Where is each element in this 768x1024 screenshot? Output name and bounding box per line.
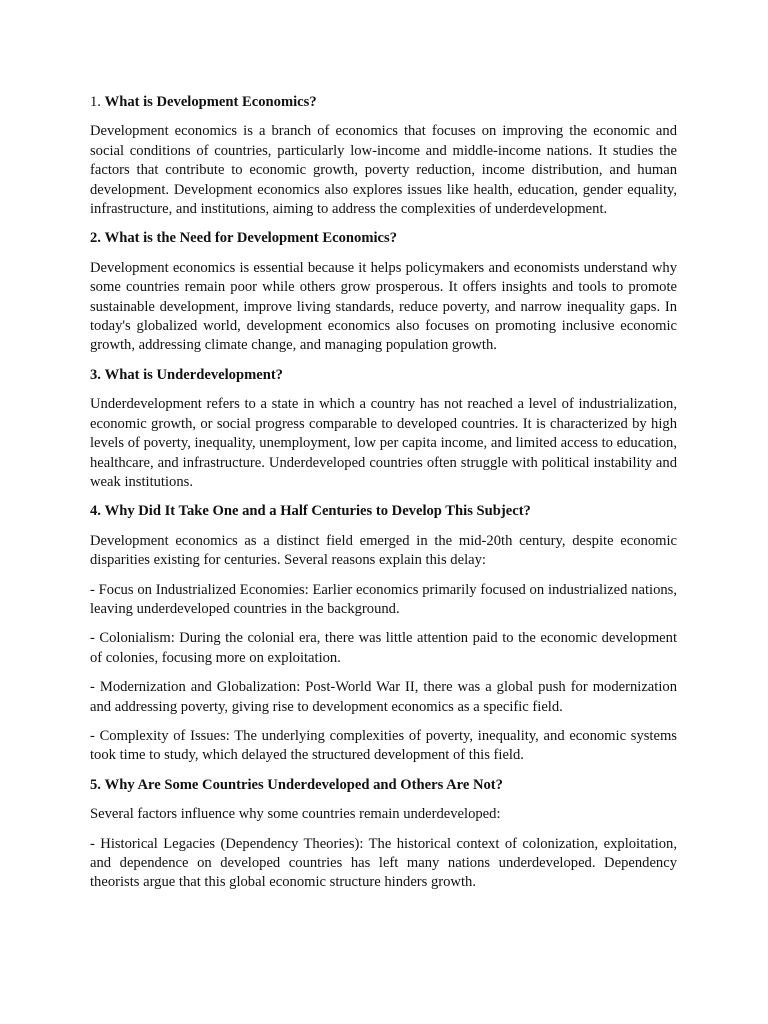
section-heading <box>90 776 677 795</box>
section-heading <box>90 93 677 112</box>
section-paragraph: Several factors influence why some countries remain underdeveloped: <box>90 806 501 823</box>
bullet-paragraph: - Modernization and Globalization: Post-World War II, there was a global push for modernization and addressing poverty, giving rise to development economics as a specific field. <box>90 679 677 715</box>
section-paragraph: Development economics as a distinct field emerged in the mid-20th century, despite economic disparities existing for centuries. Several reasons explain this delay: <box>90 532 677 569</box>
section-title: Why Are Some Countries Underdeveloped and Others Are Not? <box>104 776 503 793</box>
section-paragraph: Underdevelopment refers to a state in which a country has not reached a level of industrialization, economic growth, or social progress comparable to developed countries. It is characterized by high levels of poverty, inequality, unemployment, low per capita income, and limited access to education, healthcare, and infrastructure. Underdeveloped countries often struggle with political instability and weak institutions. <box>90 396 677 490</box>
section-paragraph: Development economics is essential because it helps policymakers and economists understand why some countries remain poor while others grow prosperous. It offers insights and tools to promote sustainable development, improve living standards, reduce poverty, and narrow inequality gaps. In today's globalized world, development economics also focuses on promoting inclusive economic growth, addressing climate change, and managing population growth. <box>90 259 677 354</box>
section-number: 2. <box>90 230 101 247</box>
document-page <box>90 93 677 903</box>
section-heading <box>90 229 677 248</box>
bullet-paragraph: - Colonialism: During the colonial era, there was little attention paid to the economic development of colonies, focusing more on exploitation. <box>90 630 677 666</box>
bullet-paragraph: - Complexity of Issues: The underlying complexities of poverty, inequality, and economic systems took time to study, which delayed the structured development of this field. <box>90 727 677 764</box>
section-number: 4. <box>90 503 101 520</box>
section-title: What is Underdevelopment? <box>104 366 283 383</box>
section-title: What is Development Economics? <box>104 94 317 110</box>
bullet-paragraph: - Historical Legacies (Dependency Theories): The historical context of colonization, exploitation, and dependence on developed countries has left many nations underdeveloped. Dependency theorists argue that this global economic structure hinders growth. <box>90 835 677 891</box>
section-title: Why Did It Take One and a Half Centuries to Develop This Subject? <box>104 503 531 520</box>
section-number: 3. <box>90 366 101 383</box>
section-title: What is the Need for Development Economics? <box>104 230 397 247</box>
bullet-paragraph: - Focus on Industrialized Economies: Earlier economics primarily focused on industrialized nations, leaving underdeveloped countries in the background. <box>90 581 677 617</box>
section-heading <box>90 502 677 521</box>
section-number: 5. <box>90 776 101 793</box>
section-number: 1. <box>90 94 101 110</box>
section-heading <box>90 366 677 385</box>
section-paragraph: Development economics is a branch of economics that focuses on improving the economic and social conditions of countries, particularly low-income and middle-income nations. It studies the factors that contribute to economic growth, poverty reduction, income distribution, and human development. Development economics also explores issues like health, education, gender equality, infrastructure, and institutions, aiming to address the complexities of underdevelopment. <box>90 123 677 218</box>
